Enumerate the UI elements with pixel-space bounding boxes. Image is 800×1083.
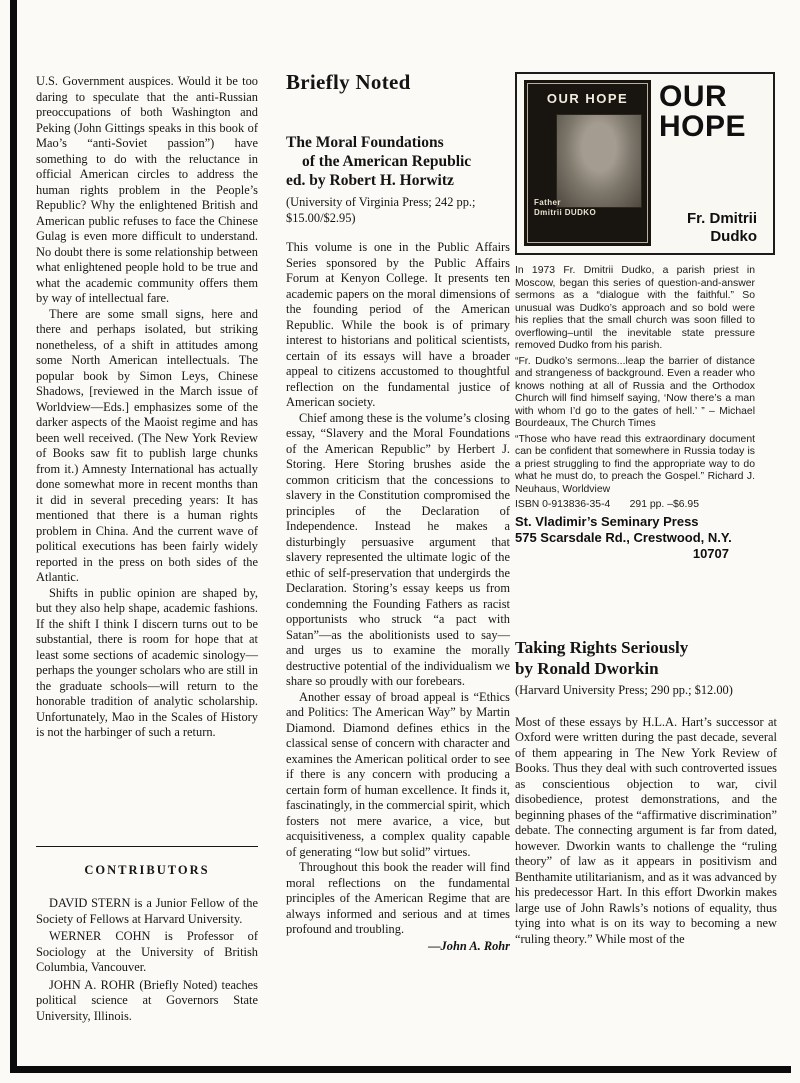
publisher-block xyxy=(515,514,755,562)
review-title: Taking Rights Seriously xyxy=(515,638,689,657)
book-cover-image xyxy=(524,80,651,246)
review-paragraph: Throughout this book the reader will find moral reflections on the fundamental principles of the American Regime that are always informed and serious and at times profound and troubling. xyxy=(286,860,510,936)
ad-author-line: Dudko xyxy=(710,228,757,245)
article-paragraph: There are some small signs, here and there and perhaps isolated, but striking nonetheless, of a shift in attitudes among some North American intellectuals. The popular book by Simon Leys, Chinese Shadows, [reviewed in the March issue of Worldview—Eds.] emphasizes some of the darker aspects of the Maoist regime and has been well received. (The New York Review of Books saw fit to publish large chunks from it.) Amnesty International has actually done somewhat more in recent months than it did in several preceding years: It has mentioned that there is a human rights problem in China. And the current wave of political executions has been fairly widely reported in the press on both sides of the Atlantic. xyxy=(36,306,258,584)
book-cover-author-line: Father xyxy=(534,198,561,207)
review-paragraph: Another essay of broad appeal is “Ethics and Politics: The American Way” by Martin Diamond. Diamond defines ethics in the classical sense of concern with character and examines the American political order to see if there is any concern with producing a certain form of human excellence. It finds it, fascinatingly, in the commercial spirit, which fosters not mere avarice, a vice, but acquisitiveness, a complex quality capable of generating “low but solid” virtues. xyxy=(286,689,510,859)
article-paragraph: Shifts in public opinion are shaped by, but they also help shape, academic fashions. If the shift I think I discern turns out to be substantial, there is room for hope that at least some sections of academic sinology—perhaps the younger scholars who are still in the graduate schools—will return to the honorable tradition of analytic scholarship. Unfortunately, Mao in the Scales of History is not the harbinger of such a return. xyxy=(36,585,258,739)
pages-price: 291 pp. –$6.95 xyxy=(629,499,699,510)
review-byline: —John A. Rohr xyxy=(428,938,510,953)
review-paragraph: Most of these essays by H.L.A. Hart’s successor at Oxford were written during the past decade, several of them appearing in The New York Review of Books. Thus they deal with such controverted issues as conscientious objection to war, civil disobedience, protest demonstrations, and the beginning phases of the “affirmative discrimination” debate. The connecting argument is far from dated, however. Dworkin wants to challenge the “ruling theory” of law as it appears in positivism and Benthamite utilitarianism, and as it was advanced by his predecessor Hart. In this effort Dworkin makes large use of John Rawls’s notions of equality, thus tying into what is on its way to becoming a new “ruling theory.” While most of the xyxy=(515,714,777,946)
contributors-section xyxy=(36,846,258,1026)
ad-author-line: Fr. Dmitrii xyxy=(686,210,757,227)
book-cover-frame xyxy=(527,83,648,243)
isbn-row xyxy=(515,499,755,512)
section-divider xyxy=(36,846,258,847)
ad-author xyxy=(687,210,757,246)
left-column xyxy=(36,74,258,1054)
review-imprint: (University of Virginia Press; 242 pp.; $15.00/$2.95) xyxy=(286,195,476,225)
ad-paragraph: In 1973 Fr. Dmitrii Dudko, a parish priest in Moscow, began this series of question-and-answer sermons as a “dialogue with the faithful.” So unusual was Dudko’s approach and so bold were his replies that the small church was soon filled to overflowing–until the inevitable state pressure removed Dudko from his parish. xyxy=(515,265,755,351)
review-title-block xyxy=(286,133,510,190)
priest-photo xyxy=(556,114,642,208)
middle-column xyxy=(286,70,510,954)
ad-headline-line: OUR xyxy=(659,80,728,113)
review-editor-line: ed. by Robert H. Horwitz xyxy=(286,172,454,189)
ad-paragraph: “Those who have read this extraordinary document can be confident that somewhere in Russia today is a priest struggling to find the appropriate way to do what he must do, to preach the Gospel.” Richard J. Neuhaus, Worldview xyxy=(515,433,755,495)
ad-paragraph: “Fr. Dudko’s sermons...leap the barrier of distance and strangeness of background. Even a reader who knows nothing at all of Russia and the Orthodox Church will find himself saying, ‘Now there’s a man with whom I’d go to the gates of hell.’ ” – Michael Bourdeaux, The Church Times xyxy=(515,355,755,429)
dworkin-review xyxy=(515,637,777,947)
publisher-address: 575 Scarsdale Rd., Crestwood, N.Y. xyxy=(515,529,732,545)
left-border-rule xyxy=(10,0,17,1073)
briefly-noted-heading: Briefly Noted xyxy=(286,70,411,94)
review-imprint: (Harvard University Press; 290 pp.; $12.00) xyxy=(515,683,733,697)
review-paragraph: This volume is one in the Public Affairs Series sponsored by the Public Affairs Forum at Kenyon College. It presents ten academic papers on the moral dimensions of the founding period of the American Republic. While the book is of primary interest to historians and political scientists, certain of its essays will have a broader appeal to citizens accustomed to thoughtful reflection on the fundamental justice of American society. xyxy=(286,240,510,409)
contributor-entry: JOHN A. ROHR (Briefly Noted) teaches political science at Governors State University, Illinois. xyxy=(36,977,258,1023)
book-cover-title: OUR HOPE xyxy=(546,91,629,106)
book-cover-author-line: Dmitrii DUDKO xyxy=(534,208,597,217)
publisher-zip: 10707 xyxy=(692,545,729,561)
review-title-line: of the American Republic xyxy=(302,153,472,170)
ad-headline xyxy=(659,82,746,142)
ad-copy xyxy=(515,265,755,562)
isbn-number: ISBN 0-913836-35-4 xyxy=(515,499,611,510)
book-cover-author xyxy=(534,198,596,218)
book-ad xyxy=(515,72,777,562)
contributor-entry: WERNER COHN is Professor of Sociology at the University of British Columbia, Vancouver. xyxy=(36,929,258,974)
publisher-name: St. Vladimir’s Seminary Press xyxy=(515,513,699,529)
review-author: by Ronald Dworkin xyxy=(515,659,659,678)
review-paragraph: Chief among these is the volume’s closing essay, “Slavery and the Moral Foundations of the American Republic” by Herbert J. Storing. Here Storing brushes aside the common criticism that the concessions to slavery in the Constitution compromised the principles of the Declaration of Independence. Instead he makes a disturbingly persuasive argument that slavery represented the ultimate logic of the ethic of self-preservation that undergirds the Declaration. Storing’s essay keeps us from condemning the Founding Fathers as racist opportunists who struck “a pact with Satan”—as the abolitionists used to say—and urges us to examine the morally destructive potential of the individualism we share so proudly with our forebears. xyxy=(286,410,510,688)
review-title-line: The Moral Foundations xyxy=(286,134,444,151)
right-column xyxy=(515,72,777,1052)
contributor-entry: DAVID STERN is a Junior Fellow of the Society of Fellows at Harvard University. xyxy=(36,896,258,926)
contributors-heading: CONTRIBUTORS xyxy=(84,863,210,877)
bottom-border-rule xyxy=(10,1066,791,1073)
ad-artwork-box xyxy=(515,72,775,255)
ad-headline-line: HOPE xyxy=(659,110,747,143)
article-paragraph: U.S. Government auspices. Would it be too daring to speculate that the anti-Russian preoccupations of both Washington and Peking (John Gittings speaks in this book of Mao’s “anti-Soviet passion”) have something to do with the reluctance in official American circles to address the human rights problem in the People’s Republic? Why the enlightened British and American public refuses to face the Chinese Gulag is even more difficult to understand. No doubt there is some relationship between what enlightened people hold to be true and what the academic community offers them by way of intellectual fare. xyxy=(36,74,258,305)
